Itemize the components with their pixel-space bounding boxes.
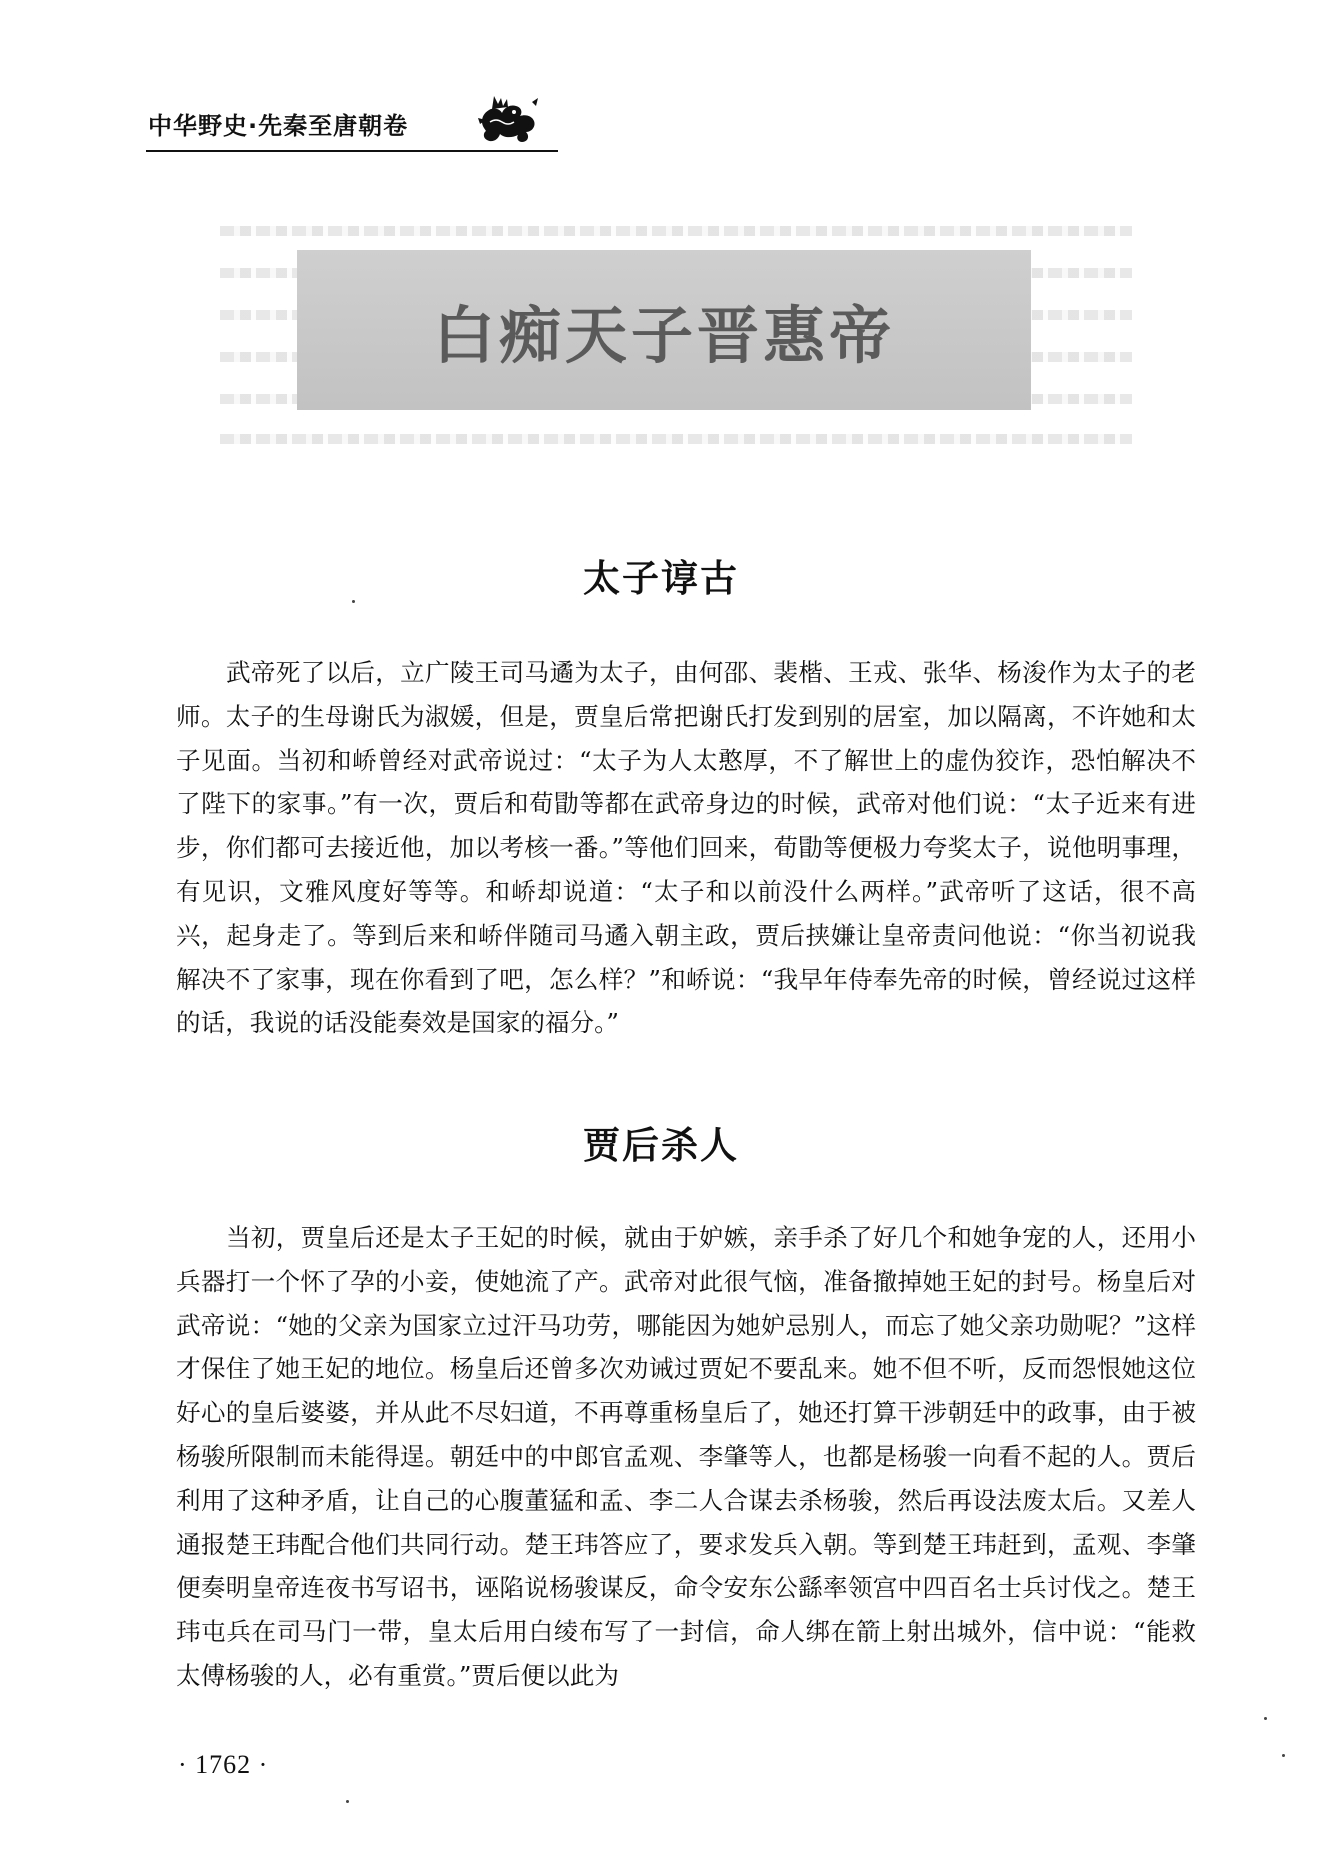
chapter-title: 白痴天子晋惠帝 [432, 298, 895, 372]
scan-speck [346, 1800, 349, 1803]
scan-speck [1282, 1754, 1285, 1757]
running-header [146, 102, 556, 150]
header-rule [146, 150, 558, 152]
ghost-text-line [220, 434, 1132, 444]
section-paragraph: 武帝死了以后，立广陵王司马遹为太子，由何邵、裴楷、王戎、张华、杨浚作为太子的老师。太子的生母谢氏为淑媛，但是，贾皇后常把谢氏打发到别的居室，加以隔离，不许她和太子见面。当初和峤曾经对武帝说过：“太子为人太憨厚，不了解世上的虚伪狡诈，恐怕解决不了陛下的家事。”有一次，贾后和荀勖等都在武帝身边的时候，武帝对他们说：“太子近来有进步，你们都可去接近他，加以考核一番。”等他们回来，荀勖等便极力夸奖太子，说他明事理，有见识，文雅风度好等等。和峤却说道：“太子和以前没什么两样。”武帝听了这话，很不高兴，起身走了。等到后来和峤伴随司马遹入朝主政，贾后挟嫌让皇帝责问他说：“你当初说我解决不了家事，现在你看到了吧，怎么样？”和峤说：“我早年侍奉先帝的时候，曾经说过这样的话，我说的话没能奏效是国家的福分。” [176, 658, 1196, 1038]
dragon-icon [474, 88, 542, 146]
scan-speck [352, 600, 355, 603]
chapter-title-banner [297, 250, 1031, 410]
page-number: · 1762 · [178, 1750, 269, 1779]
section-heading: 太子谆古 [583, 557, 739, 600]
scan-speck [1264, 1717, 1267, 1720]
ghost-text-line [220, 226, 1132, 236]
section-heading: 贾后杀人 [583, 1124, 739, 1167]
book-title: 中华野史·先秦至唐朝卷 [148, 112, 409, 140]
section-paragraph: 当初，贾皇后还是太子王妃的时候，就由于妒嫉，亲手杀了好几个和她争宠的人，还用小兵器打一个怀了孕的小妾，使她流了产。武帝对此很气恼，准备撤掉她王妃的封号。杨皇后对武帝说：“她的父亲为国家立过汗马功劳，哪能因为她妒忌别人，而忘了她父亲功勋呢？”这样才保住了她王妃的地位。杨皇后还曾多次劝诫过贾妃不要乱来。她不但不听，反而怨恨她这位好心的皇后婆婆，并从此不尽妇道，不再尊重杨皇后了，她还打算干涉朝廷中的政事，由于被杨骏所限制而未能得逞。朝廷中的中郎官孟观、李肇等人，也都是杨骏一向看不起的人。贾后利用了这种矛盾，让自己的心腹董猛和孟、李二人合谋去杀杨骏，然后再设法废太后。又差人通报楚王玮配合他们共同行动。楚王玮答应了，要求发兵入朝。等到楚王玮赶到，孟观、李肇便奏明皇帝连夜书写诏书，诬陷说杨骏谋反，命令安东公繇率领宫中四百名士兵讨伐之。楚王玮屯兵在司马门一带，皇太后用白绫布写了一封信，命人绑在箭上射出城外，信中说：“能救太傅杨骏的人，必有重赏。”贾后便以此为 [176, 1223, 1196, 1690]
